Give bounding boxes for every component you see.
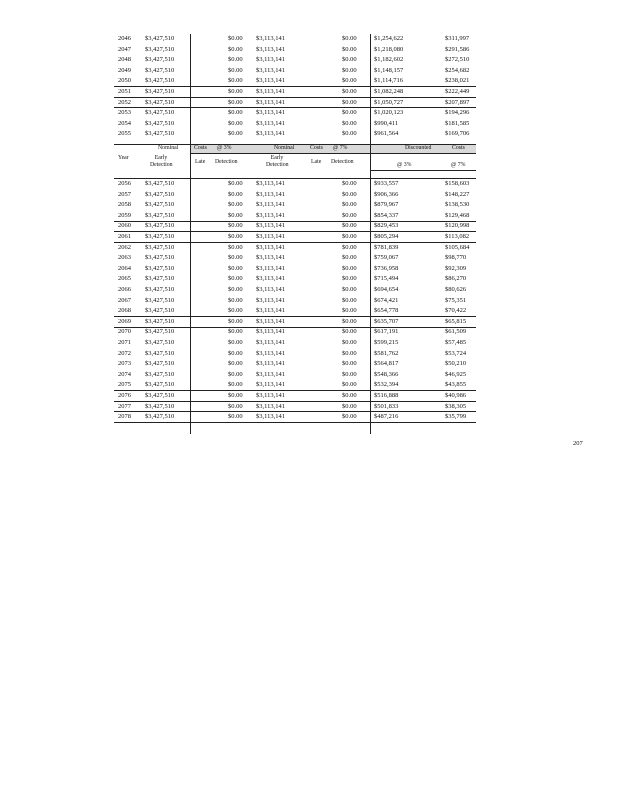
table-row	[114, 200, 476, 209]
table-cell: $98,770	[445, 254, 467, 262]
table-row	[114, 87, 476, 96]
table-cell: $272,510	[445, 56, 470, 64]
table-cell: $3,427,510	[145, 307, 175, 315]
table-row	[114, 264, 476, 273]
table-cell: $3,427,510	[145, 35, 175, 42]
table-cell: $3,427,510	[145, 77, 175, 85]
table-cell: $0.00	[342, 66, 357, 74]
table-cell: $238,021	[445, 77, 470, 85]
table-cell: 2062	[118, 243, 131, 251]
table-cell: $933,557	[374, 180, 399, 187]
table-cell: $0.00	[228, 264, 243, 272]
table-cell: $3,113,141	[256, 45, 286, 53]
header-late-2: Late	[311, 159, 322, 165]
table-cell: $3,427,510	[145, 349, 175, 357]
table-cell: $0.00	[228, 109, 243, 117]
table-cell: $3,113,141	[256, 286, 286, 293]
table-cell: $990,411	[374, 119, 399, 127]
header-pct-3: @ 3%	[397, 162, 412, 168]
table-cell: $0.00	[228, 296, 243, 304]
table-cell: $3,113,141	[256, 360, 286, 368]
table-cell: $0.00	[228, 201, 243, 209]
table-cell: $0.00	[228, 243, 243, 251]
table-row	[114, 274, 476, 283]
table-row	[114, 338, 476, 347]
table-cell: $1,050,727	[374, 98, 404, 106]
table-cell: $3,113,141	[256, 130, 286, 138]
table-cell: $65,815	[445, 317, 467, 325]
table-cell: $222,449	[445, 88, 470, 95]
table-cell: $0.00	[228, 180, 243, 187]
table-cell: $0.00	[342, 254, 357, 262]
table-cell: $0.00	[342, 243, 357, 251]
table-cell: 2063	[118, 254, 131, 262]
table-cell: $3,113,141	[256, 201, 286, 209]
header-nominal-1: Nominal	[158, 145, 179, 151]
table-row	[114, 327, 476, 336]
table-cell: 2073	[118, 360, 131, 368]
table-cell: $0.00	[342, 222, 357, 230]
table-cell: 2059	[118, 211, 131, 219]
table-row	[114, 119, 476, 128]
table-cell: $3,113,141	[256, 88, 286, 95]
table-cell: 2058	[118, 201, 131, 209]
table-row	[114, 391, 476, 400]
table-cell: $3,113,141	[256, 211, 286, 219]
table-cell: $654,778	[374, 307, 399, 315]
header-costs-3: Costs	[452, 145, 465, 151]
table-cell: $181,585	[445, 119, 470, 127]
table-row	[114, 370, 476, 379]
table-cell: $3,113,141	[256, 66, 286, 74]
table-cell: $1,082,248	[374, 88, 404, 95]
header-nominal-2: Nominal	[274, 145, 295, 151]
table-cell: 2057	[118, 190, 131, 198]
table-cell: $0.00	[228, 392, 243, 399]
table-cell: $3,113,141	[256, 296, 286, 304]
table-cell: $0.00	[342, 339, 357, 346]
table-cell: $736,958	[374, 264, 399, 272]
table-row	[114, 221, 476, 230]
header-detection-2: Detection	[331, 159, 354, 165]
table-cell: $0.00	[228, 328, 243, 336]
table-cell: $0.00	[228, 370, 243, 378]
table-cell: 2070	[118, 328, 131, 336]
header-detection-1: Detection	[215, 159, 238, 165]
header-costs-1: Costs	[194, 145, 207, 151]
table-cell: $3,427,510	[145, 222, 175, 230]
table-cell: $3,113,141	[256, 119, 286, 127]
table-cell: $3,427,510	[145, 286, 175, 293]
table-cell: $40,986	[445, 392, 467, 399]
table-cell: $3,427,510	[145, 98, 175, 106]
table-cell: $1,254,622	[374, 35, 404, 42]
table-cell: $3,427,510	[145, 392, 175, 399]
table-cell: $3,427,510	[145, 190, 175, 198]
table-cell: $86,270	[445, 275, 467, 283]
table-cell: $3,427,510	[145, 211, 175, 219]
table-cell: $0.00	[342, 190, 357, 198]
table-cell: $0.00	[342, 296, 357, 304]
table-cell: $0.00	[342, 286, 357, 293]
table-cell: $3,113,141	[256, 370, 286, 378]
header-late-1: Late	[195, 159, 206, 165]
table-cell: $3,113,141	[256, 317, 286, 325]
header-year: Year	[118, 155, 129, 161]
table-cell: $291,586	[445, 45, 470, 53]
table-cell: 2056	[118, 180, 131, 187]
table-cell: $1,020,123	[374, 109, 404, 117]
table-cell: $0.00	[228, 254, 243, 262]
table-cell: $3,113,141	[256, 35, 286, 42]
table-cell: $0.00	[228, 211, 243, 219]
table-cell: $61,509	[445, 328, 467, 336]
table-cell: $3,113,141	[256, 243, 286, 251]
table-row	[114, 45, 476, 54]
page-number: 207	[573, 440, 583, 447]
table-cell: $3,427,510	[145, 402, 175, 410]
header-costs-2: Costs	[310, 145, 323, 151]
table-cell: $3,113,141	[256, 402, 286, 410]
table-cell: $0.00	[342, 201, 357, 209]
table-cell: $0.00	[228, 130, 243, 138]
table-cell: $3,427,510	[145, 275, 175, 283]
table-cell: $0.00	[342, 317, 357, 325]
table-cell: $3,427,510	[145, 88, 175, 95]
table-cell: $53,724	[445, 349, 467, 357]
table-row	[114, 253, 476, 262]
table-cell: $564,817	[374, 360, 399, 368]
table-cell: 2047	[118, 45, 131, 53]
table-row	[114, 66, 476, 75]
table-row	[114, 296, 476, 305]
table-cell: $138,530	[445, 201, 470, 209]
table-cell: $0.00	[342, 402, 357, 410]
table-cell: $3,427,510	[145, 119, 175, 127]
table-cell: $0.00	[228, 402, 243, 410]
table-cell: $0.00	[342, 130, 357, 138]
table-cell: $3,113,141	[256, 222, 286, 230]
header-at-7: @ 7%	[333, 145, 348, 151]
table-cell: $759,067	[374, 254, 399, 262]
table-cell: $0.00	[228, 339, 243, 346]
table-cell: $0.00	[228, 286, 243, 293]
table-row	[114, 380, 476, 389]
table-cell: $3,113,141	[256, 254, 286, 262]
table-cell: $3,427,510	[145, 254, 175, 262]
table-cell: 2052	[118, 98, 131, 106]
table-cell: $1,182,602	[374, 56, 404, 64]
table-cell: 2071	[118, 339, 131, 346]
table-cell: $0.00	[342, 56, 357, 64]
table-cell: $3,427,510	[145, 180, 175, 187]
table-cell: $3,113,141	[256, 56, 286, 64]
table-cell: $105,684	[445, 243, 470, 251]
table-cell: $0.00	[342, 88, 357, 95]
table-cell: $38,305	[445, 402, 467, 410]
table-cell: $3,113,141	[256, 233, 286, 240]
table-cell: $46,925	[445, 370, 467, 378]
table-cell: $3,113,141	[256, 109, 286, 117]
table-cell: $3,427,510	[145, 233, 175, 240]
table-cell: 2050	[118, 77, 131, 85]
table-cell: $254,682	[445, 66, 470, 74]
table-cell: 2048	[118, 56, 131, 64]
table-cell: $0.00	[228, 413, 243, 421]
table-cell: 2061	[118, 233, 131, 240]
table-cell: $3,427,510	[145, 201, 175, 209]
table-cell: $0.00	[342, 180, 357, 187]
table-cell: 2069	[118, 317, 131, 325]
table-cell: $0.00	[228, 98, 243, 106]
header-discounted: Discounted	[405, 145, 432, 151]
table-cell: $0.00	[342, 370, 357, 378]
table-cell: $0.00	[342, 211, 357, 219]
table-cell: $113,082	[445, 233, 470, 240]
table-cell: $311,997	[445, 35, 470, 42]
table-cell: $0.00	[228, 190, 243, 198]
table-cell: $92,309	[445, 264, 467, 272]
table-cell: $57,485	[445, 339, 467, 346]
table-cell: $3,427,510	[145, 339, 175, 346]
table-cell: 2060	[118, 222, 131, 230]
table-cell: $0.00	[228, 56, 243, 64]
table-cell: $548,366	[374, 370, 399, 378]
table-cell: $50,210	[445, 360, 467, 368]
header-at-3: @ 3%	[217, 145, 232, 151]
table-cell: $0.00	[342, 264, 357, 272]
table-cell: $715,494	[374, 275, 399, 283]
table-cell: $0.00	[228, 45, 243, 53]
table-cell: $1,218,080	[374, 45, 404, 53]
table-cell: $3,427,510	[145, 45, 175, 53]
table-cell: $0.00	[342, 381, 357, 389]
table-cell: $805,294	[374, 233, 399, 240]
table-cell: $3,113,141	[256, 190, 286, 198]
table-cell: $3,427,510	[145, 360, 175, 368]
table-cell: $207,897	[445, 98, 470, 106]
table-cell: $80,626	[445, 286, 467, 293]
table-cell: $1,148,157	[374, 66, 404, 74]
table-cell: $0.00	[342, 328, 357, 336]
table-cell: $3,113,141	[256, 381, 286, 389]
table-cell: $3,427,510	[145, 109, 175, 117]
table-cell: $194,296	[445, 109, 470, 117]
table-cell: $3,427,510	[145, 296, 175, 304]
header-early-detection-1: Early Detection	[150, 155, 173, 168]
table-cell: 2068	[118, 307, 131, 315]
table-cell: 2049	[118, 66, 131, 74]
table-row	[114, 349, 476, 358]
table-cell: 2075	[118, 381, 131, 389]
table-cell: $75,351	[445, 296, 467, 304]
table-cell: $599,215	[374, 339, 399, 346]
table-row	[114, 34, 476, 43]
table-cell: $0.00	[228, 275, 243, 283]
cost-table	[114, 34, 476, 434]
header-early-detection-2: Early Detection	[266, 155, 289, 168]
table-cell: $0.00	[342, 119, 357, 127]
table-row	[114, 317, 476, 326]
table-cell: $3,427,510	[145, 243, 175, 251]
table-cell: $0.00	[228, 77, 243, 85]
table-cell: $0.00	[342, 35, 357, 42]
table-cell: 2054	[118, 119, 131, 127]
table-row	[114, 211, 476, 220]
table-row	[114, 129, 476, 138]
table-cell: $0.00	[228, 307, 243, 315]
table-cell: 2066	[118, 286, 131, 293]
table-cell: $0.00	[342, 109, 357, 117]
table-cell: 2051	[118, 88, 131, 95]
table-cell: $43,855	[445, 381, 467, 389]
table-cell: $0.00	[342, 98, 357, 106]
table-cell: $487,216	[374, 413, 399, 421]
table-cell: $0.00	[228, 119, 243, 127]
table-cell: $516,888	[374, 392, 399, 399]
table-cell: $0.00	[228, 349, 243, 357]
table-cell: $0.00	[228, 381, 243, 389]
table-cell: $3,113,141	[256, 413, 286, 421]
table-cell: $3,427,510	[145, 328, 175, 336]
table-cell: $70,422	[445, 307, 467, 315]
table-cell: $158,603	[445, 180, 470, 187]
table-cell: $3,427,510	[145, 264, 175, 272]
table-cell: $0.00	[228, 222, 243, 230]
table-cell: $0.00	[342, 360, 357, 368]
table-cell: 2076	[118, 392, 131, 399]
table-row	[114, 243, 476, 252]
table-cell: $3,113,141	[256, 349, 286, 357]
table-cell: $781,839	[374, 243, 399, 251]
table-cell: 2072	[118, 349, 131, 357]
table-row	[114, 402, 476, 411]
table-cell: 2078	[118, 413, 131, 421]
table-cell: $0.00	[342, 392, 357, 399]
table-cell: $0.00	[228, 66, 243, 74]
table-row	[114, 55, 476, 64]
table-cell: 2046	[118, 35, 131, 42]
table-cell: $129,468	[445, 211, 470, 219]
table-row	[114, 232, 476, 241]
table-cell: $581,762	[374, 349, 399, 357]
table-cell: $3,427,510	[145, 413, 175, 421]
table-cell: $0.00	[228, 317, 243, 325]
table-cell: $961,564	[374, 130, 399, 138]
table-cell: $3,113,141	[256, 77, 286, 85]
table-cell: $3,427,510	[145, 381, 175, 389]
table-cell: $1,114,716	[374, 77, 404, 85]
table-cell: $0.00	[228, 88, 243, 95]
table-cell: $35,799	[445, 413, 467, 421]
table-cell: $0.00	[342, 45, 357, 53]
table-cell: $3,113,141	[256, 180, 286, 187]
table-row	[114, 412, 476, 421]
table-cell: $169,706	[445, 130, 470, 138]
table-row	[114, 108, 476, 117]
table-cell: $0.00	[342, 233, 357, 240]
table-cell: $3,113,141	[256, 264, 286, 272]
table-row	[114, 306, 476, 315]
table-cell: $3,427,510	[145, 66, 175, 74]
table-cell: $3,113,141	[256, 98, 286, 106]
table-cell: $635,707	[374, 317, 399, 325]
table-cell: 2055	[118, 130, 131, 138]
table-row	[114, 285, 476, 294]
table-cell: $3,113,141	[256, 392, 286, 399]
table-row	[114, 98, 476, 107]
table-cell: $3,113,141	[256, 275, 286, 283]
table-cell: $3,427,510	[145, 56, 175, 64]
table-cell: 2067	[118, 296, 131, 304]
table-cell: $0.00	[342, 77, 357, 85]
table-cell: $3,113,141	[256, 328, 286, 336]
table-cell: $854,337	[374, 211, 399, 219]
table-cell: $501,833	[374, 402, 399, 410]
table-cell: $532,394	[374, 381, 399, 389]
table-cell: $694,654	[374, 286, 399, 293]
table-cell: $0.00	[228, 360, 243, 368]
table-cell: 2077	[118, 402, 131, 410]
table-cell: $0.00	[228, 35, 243, 42]
table-cell: 2064	[118, 264, 131, 272]
table-cell: $3,427,510	[145, 370, 175, 378]
table-cell: $906,366	[374, 190, 399, 198]
table-row	[114, 359, 476, 368]
table-cell: 2065	[118, 275, 131, 283]
table-cell: $617,191	[374, 328, 399, 336]
table-cell: 2053	[118, 109, 131, 117]
table-row	[114, 179, 476, 188]
table-cell: $0.00	[342, 307, 357, 315]
table-cell: $3,113,141	[256, 339, 286, 346]
table-cell: $0.00	[342, 275, 357, 283]
table-cell: $0.00	[228, 233, 243, 240]
table-cell: $120,998	[445, 222, 470, 230]
table-cell: 2074	[118, 370, 131, 378]
table-cell: $3,427,510	[145, 317, 175, 325]
table-cell: $148,227	[445, 190, 470, 198]
table-cell: $674,421	[374, 296, 399, 304]
table-cell: $3,427,510	[145, 130, 175, 138]
table-cell: $829,453	[374, 222, 399, 230]
table-row	[114, 76, 476, 85]
table-row	[114, 190, 476, 199]
header-pct-7: @ 7%	[451, 162, 466, 168]
table-cell: $879,967	[374, 201, 399, 209]
table-cell: $0.00	[342, 349, 357, 357]
table-cell: $3,113,141	[256, 307, 286, 315]
table-cell: $0.00	[342, 413, 357, 421]
